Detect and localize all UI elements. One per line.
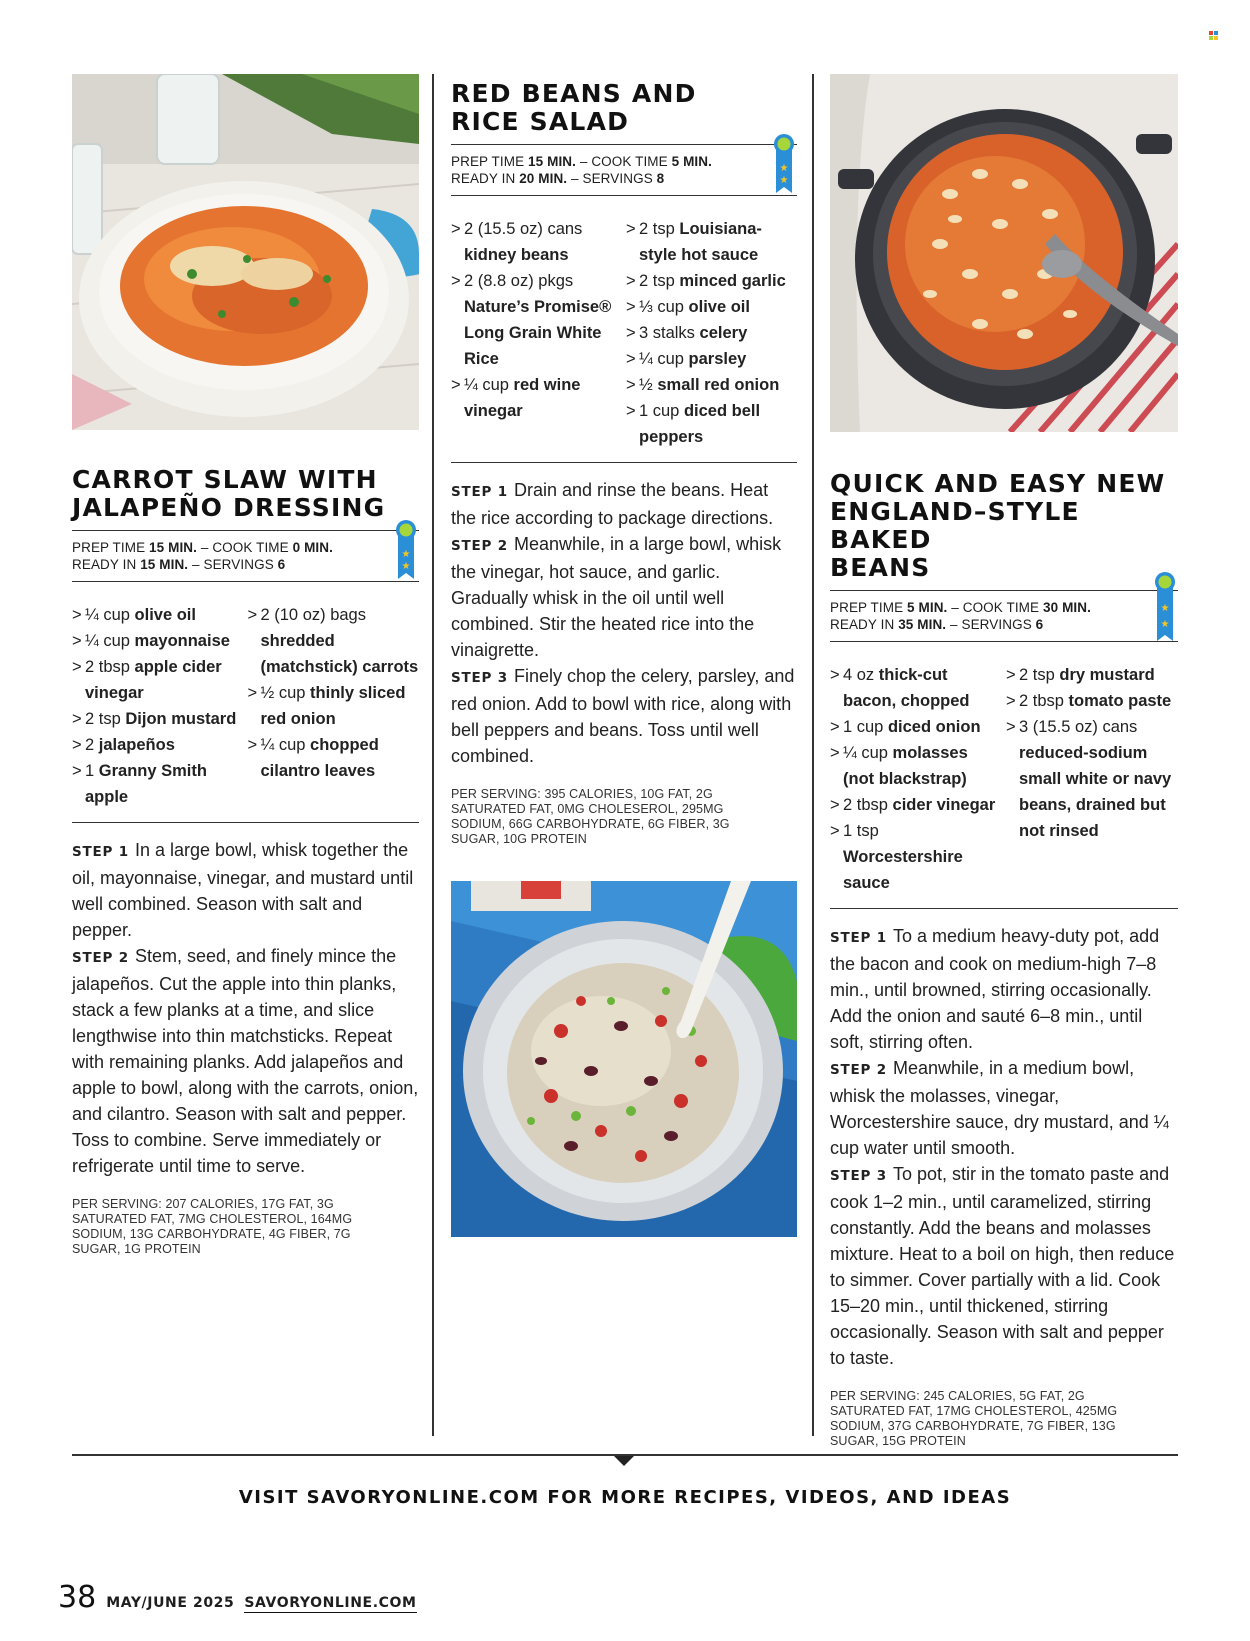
ingredient-item: > ¼ cup molasses (not blackstrap) xyxy=(830,740,1002,792)
carrot-slaw-title xyxy=(72,466,419,522)
servings-label: – SERVINGS xyxy=(571,171,653,186)
step-label: STEP 1 xyxy=(72,844,129,860)
ingredient-item: > 2 tsp dry mustard xyxy=(1006,662,1178,688)
ready-label: READY IN xyxy=(72,557,137,572)
step-paragraph xyxy=(72,837,419,943)
title-line: JALAPEÑO DRESSING xyxy=(72,493,386,522)
baked-beans-title xyxy=(830,470,1178,582)
ready-value: 20 MIN. xyxy=(519,171,568,186)
step-text: Meanwhile, in a medium bowl, whisk the molasses, vinegar, Worcestershire sauce, dry mustard, and ¼ cup water until smooth. xyxy=(830,1058,1169,1158)
ingredient-column xyxy=(72,602,244,810)
ingredient-column xyxy=(1006,662,1178,896)
carrot-slaw-image xyxy=(72,74,419,430)
prep-value: 15 MIN. xyxy=(149,540,198,555)
svg-text:★: ★ xyxy=(779,175,789,186)
prep-value: 15 MIN. xyxy=(528,154,577,169)
red-beans-nutrition: PER SERVING: 395 CALORIES, 10G FAT, 2G SATURATED FAT, 0MG CHOLESEROL, 295MG SODIUM, 66G CARBOHYDRATE, 6G FIBER, 3G SUGAR, 10G PROTEIN xyxy=(451,787,730,846)
title-line: BEANS xyxy=(830,553,931,582)
step-label: STEP 2 xyxy=(451,538,508,554)
award-ribbon-icon xyxy=(1154,571,1176,643)
prep-label: PREP TIME xyxy=(72,540,146,555)
baked-beans-ingredients xyxy=(830,642,1178,909)
footer-cta[interactable]: VISIT SAVORYONLINE.COM FOR MORE RECIPES, VIDEOS, AND IDEAS xyxy=(238,1487,1012,1508)
step-text: To pot, stir in the tomato paste and cook 1–2 min., until caramelized, stirring constantly. Add the beans and molasses mixture. Heat to a boil on high, then reduce to simmer. Cover partially with a lid. Cook 15–20 min., until thickened, stirring occasionally. Season with salt and pepper to taste. xyxy=(830,1164,1175,1368)
award-ribbon-icon xyxy=(395,519,417,581)
step-text: Meanwhile, in a large bowl, whisk the vinegar, hot sauce, and garlic. Gradually whisk in the oil until well combined. Stir the heated rice into the vinaigrette. xyxy=(451,534,782,660)
ingredient-item: > ¼ cup parsley xyxy=(626,346,797,372)
recipe-baked-beans xyxy=(830,74,1178,1449)
cook-label: – COOK TIME xyxy=(951,600,1040,615)
servings-label: – SERVINGS xyxy=(192,557,274,572)
servings-value: 6 xyxy=(277,557,286,572)
ingredient-item: > ¼ cup olive oil xyxy=(72,602,244,628)
servings-label: – SERVINGS xyxy=(950,617,1032,632)
step-label: STEP 2 xyxy=(72,950,129,966)
ingredient-item: > ½ cup thinly sliced red onion xyxy=(248,680,420,732)
ingredient-item: > ½ small red onion xyxy=(626,372,797,398)
svg-text:★: ★ xyxy=(1160,603,1170,614)
ready-value: 35 MIN. xyxy=(898,617,947,632)
prep-label: PREP TIME xyxy=(830,600,904,615)
step-text: Finely chop the celery, parsley, and red onion. Add to bowl with rice, along with bell peppers and beans. Toss until well combined. xyxy=(451,666,795,766)
brand-logo-icon xyxy=(1209,31,1218,40)
servings-value: 8 xyxy=(656,171,665,186)
ready-label: READY IN xyxy=(830,617,895,632)
ingredient-item: > 4 oz thick-cut bacon, chopped xyxy=(830,662,1002,714)
ingredient-item: > 2 (15.5 oz) cans kidney beans xyxy=(451,216,622,268)
ingredient-item: > 1 cup diced bell peppers xyxy=(626,398,797,450)
ingredient-item: > 2 tbsp tomato paste xyxy=(1006,688,1178,714)
step-label: STEP 3 xyxy=(451,670,508,686)
ingredient-item: > 2 tsp minced garlic xyxy=(626,268,797,294)
ingredient-item: > 2 tbsp cider vinegar xyxy=(830,792,1002,818)
baked-beans-steps xyxy=(830,909,1178,1371)
step-paragraph xyxy=(72,943,419,1179)
ingredient-item: > ¼ cup red wine vinegar xyxy=(451,372,622,424)
step-text: To a medium heavy-duty pot, add the bacon and cook on medium-high 7–8 min., until browned, stirring occasionally. Add the onion and sauté 6–8 min., until soft, stirring often. xyxy=(830,926,1160,1052)
red-beans-steps xyxy=(451,463,797,769)
ingredient-item: > 2 jalapeños xyxy=(72,732,244,758)
step-text: Stem, seed, and finely mince the jalapeños. Cut the apple into thin planks, stack a few planks at a time, and slice lengthwise into thin matchsticks. Repeat with remaining planks. Add jalapeños and apple to bowl, along with the carrots, onion, and cilantro. Season with salt and pepper. Toss to combine. Serve immediately or refrigerate until time to serve. xyxy=(72,946,419,1176)
step-text: Drain and rinse the beans. Heat the rice according to package directions. xyxy=(451,480,774,528)
ingredient-item: > ¼ cup mayonnaise xyxy=(72,628,244,654)
red-beans-title xyxy=(451,80,797,136)
ready-value: 15 MIN. xyxy=(140,557,189,572)
carrot-slaw-photo xyxy=(72,74,419,430)
carrot-slaw-steps xyxy=(72,823,419,1179)
ingredient-item: > 1 tsp Worcestershire sauce xyxy=(830,818,1002,896)
servings-value: 6 xyxy=(1035,617,1044,632)
step-paragraph xyxy=(830,1161,1178,1371)
ingredient-column xyxy=(830,662,1002,896)
column-divider xyxy=(432,74,434,1436)
svg-text:★: ★ xyxy=(1160,619,1170,630)
cook-value: 5 MIN. xyxy=(671,154,712,169)
recipe-red-beans-rice xyxy=(451,74,797,1237)
prep-label: PREP TIME xyxy=(451,154,525,169)
red-beans-image xyxy=(451,881,797,1237)
red-beans-times xyxy=(451,144,797,196)
recipe-carrot-slaw xyxy=(72,74,419,1257)
ingredient-item: > 1 cup diced onion xyxy=(830,714,1002,740)
ingredient-item: > ¼ cup chopped cilantro leaves xyxy=(248,732,420,784)
ingredient-item: > 3 (15.5 oz) cans reduced-sodium small white or navy beans, drained but not rinsed xyxy=(1006,714,1178,844)
step-paragraph xyxy=(451,477,797,531)
carrot-slaw-ingredients xyxy=(72,582,419,823)
column-divider xyxy=(812,74,814,1436)
title-line: ENGLAND–STYLE BAKED xyxy=(830,497,1080,554)
step-paragraph xyxy=(830,1055,1178,1161)
svg-text:★: ★ xyxy=(779,163,789,174)
step-label: STEP 3 xyxy=(830,1168,887,1184)
step-paragraph xyxy=(830,923,1178,1055)
cook-value: 30 MIN. xyxy=(1043,600,1091,615)
prep-value: 5 MIN. xyxy=(907,600,948,615)
step-paragraph xyxy=(451,663,797,769)
ingredient-item: > 2 (8.8 oz) pkgs Nature’s Promise® Long Grain White Rice xyxy=(451,268,622,372)
page-number: 38 xyxy=(58,1580,97,1615)
red-beans-ingredients xyxy=(451,196,797,463)
ingredient-column xyxy=(626,216,797,450)
cook-label: – COOK TIME xyxy=(579,154,668,169)
ready-label: READY IN xyxy=(451,171,516,186)
baked-beans-image xyxy=(830,74,1178,432)
ingredient-item: > 3 stalks celery xyxy=(626,320,797,346)
page-folio xyxy=(58,1580,417,1615)
svg-text:★: ★ xyxy=(401,549,411,560)
ingredient-item: > ⅓ cup olive oil xyxy=(626,294,797,320)
step-paragraph xyxy=(451,531,797,663)
issue-date: MAY/JUNE 2025 xyxy=(106,1595,235,1611)
ingredient-column xyxy=(248,602,420,810)
ingredient-item: > 1 Granny Smith apple xyxy=(72,758,244,810)
step-label: STEP 1 xyxy=(451,484,508,500)
title-line: RED BEANS AND xyxy=(451,79,697,108)
ingredient-item: > 2 tsp Dijon mustard xyxy=(72,706,244,732)
down-arrow-icon xyxy=(614,1456,634,1466)
title-line: CARROT SLAW WITH xyxy=(72,465,378,494)
title-line: QUICK AND EASY NEW xyxy=(830,469,1166,498)
ingredient-item: > 2 (10 oz) bags shredded (matchstick) carrots xyxy=(248,602,420,680)
cook-value: 0 MIN. xyxy=(292,540,333,555)
ingredient-column xyxy=(451,216,622,450)
svg-text:★: ★ xyxy=(401,561,411,572)
site-url-link[interactable]: SAVORYONLINE.COM xyxy=(244,1595,417,1611)
title-line: RICE SALAD xyxy=(451,107,630,136)
carrot-slaw-nutrition: PER SERVING: 207 CALORIES, 17G FAT, 3G SATURATED FAT, 7MG CHOLESTEROL, 164MG SODIUM, 13G CARBOHYDRATE, 4G FIBER, 7G SUGAR, 1G PROTEIN xyxy=(72,1197,353,1256)
ingredient-item: > 2 tsp Louisiana-style hot sauce xyxy=(626,216,797,268)
red-beans-photo xyxy=(451,881,797,1237)
step-label: STEP 1 xyxy=(830,930,887,946)
step-text: In a large bowl, whisk together the oil, mayonnaise, vinegar, and mustard until well combined. Season with salt and pepper. xyxy=(72,840,414,940)
cook-label: – COOK TIME xyxy=(200,540,289,555)
award-ribbon-icon xyxy=(773,133,795,195)
carrot-slaw-times xyxy=(72,530,419,582)
baked-beans-photo xyxy=(830,74,1178,432)
baked-beans-times xyxy=(830,590,1178,642)
baked-beans-nutrition: PER SERVING: 245 CALORIES, 5G FAT, 2G SATURATED FAT, 17MG CHOLESTEROL, 425MG SODIUM, 37G CARBOHYDRATE, 7G FIBER, 13G SUGAR, 15G PROTEIN xyxy=(830,1389,1118,1448)
step-label: STEP 2 xyxy=(830,1062,887,1078)
ingredient-item: > 2 tbsp apple cider vinegar xyxy=(72,654,244,706)
